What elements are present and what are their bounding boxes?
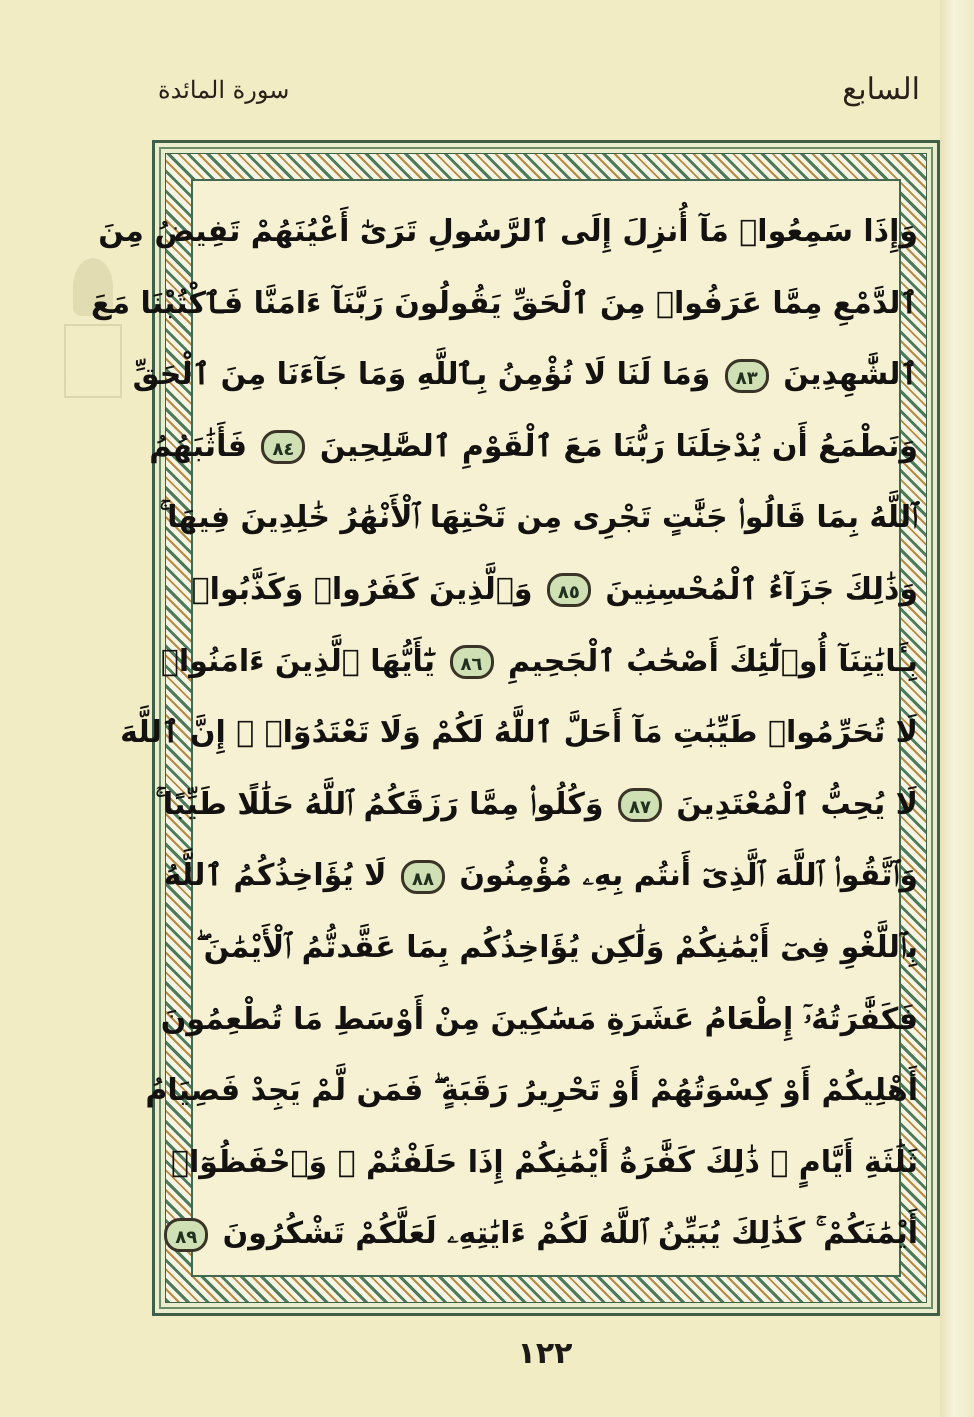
text-line — [98, 196, 918, 268]
text-line — [159, 482, 918, 554]
text-line — [196, 912, 918, 984]
text-line — [160, 984, 918, 1056]
text-line — [163, 840, 918, 912]
verse-text: أَهْلِيكُمْ أَوْ كِسْوَتُهُمْ أَوْ تَحْرِيرُ رَقَبَةٍ ۖ فَمَن لَّمْ يَجِدْ فَصِيَامُ — [145, 1073, 918, 1109]
text-line — [132, 339, 918, 411]
verse-text: وَمَا لَنَا لَا نُؤْمِنُ بِٱللَّهِ وَمَا جَآءَنَا مِنَ ٱلْحَقِّ — [132, 357, 711, 393]
verse-text: ٱللَّهُ بِمَا قَالُوا۟ جَنَّٰتٍ تَجْرِى مِن تَحْتِهَا ٱلْأَنْهَٰرُ خَٰلِدِينَ فِيهَا ۚ — [159, 500, 918, 536]
text-line — [120, 697, 918, 769]
text-line — [160, 626, 918, 698]
page-edge — [940, 0, 974, 1417]
text-line — [175, 1198, 918, 1270]
verse-text: وَنَطْمَعُ أَن يُدْخِلَنَا رَبُّنَا مَعَ ٱلْقَوْمِ ٱلصَّٰلِحِينَ — [319, 428, 918, 464]
verse-text: ٱلشَّٰهِدِينَ — [783, 357, 918, 393]
text-line — [191, 554, 918, 626]
verse-text: فَأَثَٰبَهُمُ — [149, 428, 247, 464]
ayah-number-marker: ٨٧ — [618, 788, 662, 822]
verse-text: لَا تُحَرِّمُوا۟ طَيِّبَٰتِ مَآ أَحَلَّ ٱللَّهُ لَكُمْ وَلَا تَعْتَدُوٓا۟ ۚ إِنَّ ٱللَّهَ — [120, 715, 918, 751]
page-number: ١٢٢ — [517, 1336, 573, 1371]
ayah-number-marker: ٨٥ — [547, 573, 591, 607]
text-line — [170, 1127, 918, 1199]
text-line — [145, 1055, 918, 1127]
verse-text: أَيْمَٰنَكُمْ ۚ كَذَٰلِكَ يُبَيِّنُ ٱللَّهُ لَكُمْ ءَايَٰتِهِۦ لَعَلَّكُمْ تَشْكُرُونَ — [222, 1216, 918, 1252]
juz-label: السابع — [842, 72, 920, 107]
verse-text: بِٱللَّغْوِ فِىٓ أَيْمَٰنِكُمْ وَلَٰكِن يُؤَاخِذُكُم بِمَا عَقَّدتُّمُ ٱلْأَيْمَٰنَ ۖ — [196, 929, 918, 965]
verse-text: لَا يُحِبُّ ٱلْمُعْتَدِينَ — [676, 786, 918, 822]
text-line — [91, 268, 918, 340]
verse-text: يَٰٓأَيُّهَا ٱلَّذِينَ ءَامَنُوا۟ — [160, 643, 436, 679]
page-header — [150, 62, 940, 122]
verse-text: ٱلدَّمْعِ مِمَّا عَرَفُوا۟ مِنَ ٱلْحَقِّ يَقُولُونَ رَبَّنَآ ءَامَنَّا فَٱكْتُبْنَا مَعَ — [91, 285, 918, 321]
quran-text — [91, 196, 918, 1270]
verse-text: وَكُلُوا۟ مِمَّا رَزَقَكُمُ ٱللَّهُ حَلَٰلًا طَيِّبًا ۚ — [155, 786, 604, 822]
ayah-number-marker: ٨٨ — [401, 860, 445, 894]
verse-text: وَذَٰلِكَ جَزَآءُ ٱلْمُحْسِنِينَ — [605, 571, 918, 607]
verse-text: بِـَٔايَٰتِنَآ أُو۟لَٰٓئِكَ أَصْحَٰبُ ٱلْجَحِيمِ — [507, 643, 918, 679]
verse-text: ثَلَٰثَةِ أَيَّامٍ ۚ ذَٰلِكَ كَفَّٰرَةُ أَيْمَٰنِكُمْ إِذَا حَلَفْتُمْ ۚ وَٱحْفَظُوٓا۟ — [170, 1144, 918, 1180]
ayah-number-marker: ٨٦ — [450, 645, 494, 679]
verse-text: وَٱلَّذِينَ كَفَرُوا۟ وَكَذَّبُوا۟ — [191, 571, 533, 607]
verse-text: وَإِذَا سَمِعُوا۟ مَآ أُنزِلَ إِلَى ٱلرَّسُولِ تَرَىٰٓ أَعْيُنَهُمْ تَفِيضُ مِنَ — [98, 214, 918, 249]
ayah-number-marker: ٨٤ — [261, 430, 305, 464]
verse-text: فَكَفَّٰرَتُهُۥٓ إِطْعَامُ عَشَرَةِ مَسَٰكِينَ مِنْ أَوْسَطِ مَا تُطْعِمُونَ — [160, 1001, 918, 1037]
verse-text: وَٱتَّقُوا۟ ٱللَّهَ ٱلَّذِىٓ أَنتُم بِهِۦ مُؤْمِنُونَ — [459, 858, 918, 894]
verse-text: لَا يُؤَاخِذُكُمُ ٱللَّهُ — [163, 858, 387, 894]
ayah-number-marker: ٨٣ — [725, 359, 769, 393]
text-line — [149, 411, 918, 483]
ayah-number-marker: ٨٩ — [164, 1218, 208, 1252]
text-line — [155, 769, 918, 841]
surah-label: سورة المائدة — [158, 76, 290, 104]
